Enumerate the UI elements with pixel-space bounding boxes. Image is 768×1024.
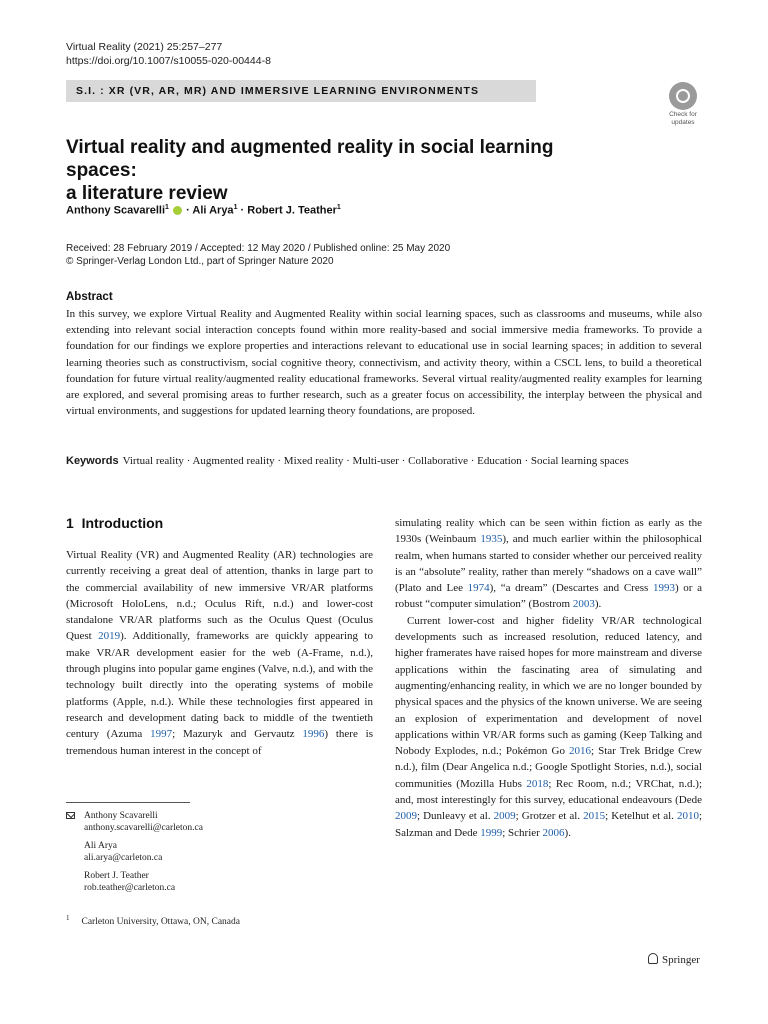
keywords <box>66 453 702 469</box>
copyright-line: © Springer-Verlag London Ltd., part of Springer Nature 2020 <box>66 256 334 267</box>
footnote-divider <box>66 802 190 803</box>
author-affiliation-mark: 1 <box>165 204 169 211</box>
citation-link[interactable]: 1993 <box>652 582 675 595</box>
check-for-updates-icon <box>669 82 697 110</box>
citation-link[interactable]: 2019 <box>98 630 121 643</box>
paragraph: Current lower-cost and higher fidelity VR/AR technological developments such as increased resolution, reduced latency, and higher framerates have raised hopes for more mainstream and diverse applications within the fascinating area of simulating and augmenting/enhancing reality, in which we are no longer bounded by physical spaces and the physics of the known universe. We are seeing an explosion of experimentation and development of novel applications within VR/AR forms such as gaming (Keep Talking and Nobody Explodes, n.d.; Pokémon Go 2016; Star Trek Bridge Crew n.d.), film (Dear Angelica n.d.; Google Spotlight Stories, n.d.), social communities (Mozilla Hubs 2018; Rec Room, n.d.; VRChat, n.d.); and, most interestingly for this survey, educational endeavours (Dede 2009; Dunleavy et al. 2009; Grotzer et al. 2015; Ketelhut et al. 2010; Salzman and Dede 1999; Schrier 2006). <box>395 614 703 839</box>
publisher-name: Springer <box>662 954 700 966</box>
citation-link[interactable]: 1996 <box>302 728 325 741</box>
body-column-right <box>395 515 702 841</box>
contact-name: Robert J. Teather <box>84 871 149 881</box>
citation-link[interactable]: 1974 <box>467 582 490 595</box>
citation-link[interactable]: 2018 <box>526 777 549 790</box>
section-heading <box>66 515 163 531</box>
citation-link[interactable]: 1999 <box>480 826 503 839</box>
keywords-label: Keywords <box>66 455 119 467</box>
title-line-1: Virtual reality and augmented reality in social learning spaces: <box>66 137 554 181</box>
citation-link[interactable]: 1935 <box>480 533 503 546</box>
citation-link[interactable]: 2015 <box>583 810 606 823</box>
received-dates: Received: 28 February 2019 / Accepted: 12 May 2020 / Published online: 25 May 2020 <box>66 243 451 254</box>
journal-citation: Virtual Reality (2021) 25:257–277 <box>66 41 223 53</box>
citation-link[interactable]: 2016 <box>569 745 592 758</box>
orcid-icon[interactable] <box>173 206 182 215</box>
check-for-updates-button[interactable] <box>663 82 703 126</box>
contact-email[interactable]: rob.teather@carleton.ca <box>84 883 176 893</box>
author-name[interactable]: Robert J. Teather <box>247 204 337 217</box>
contact-entry <box>84 870 203 894</box>
contact-name: Ali Arya <box>84 841 117 851</box>
springer-horse-icon <box>648 953 658 964</box>
paper-title <box>66 136 626 205</box>
check-for-updates-label-1: Check for <box>669 111 697 118</box>
author-affiliation-mark: 1 <box>233 204 238 211</box>
citation-link[interactable]: 1997 <box>150 728 173 741</box>
paragraph: simulating reality which can be seen within fiction as early as the 1930s (Weinbaum 1935), and much earlier within the philosophical realm, when humans started to consider whether our perceived reality is an “absolute” reality, rather than merely “shadows on a cave wall” (Plato and Lee 1974), “a dream” (Descartes and Cress 1993) or a robust “computer simulation” (Bostrom 2003). <box>395 517 703 611</box>
affiliation-text: Carleton University, Ottawa, ON, Canada <box>81 917 240 928</box>
citation-link[interactable]: 2010 <box>676 810 699 823</box>
paragraph: Virtual Reality (VR) and Augmented Reality (AR) technologies are currently receiving a great deal of attention, thanks in large part to the commercial availability of new immersive VR/AR platforms (Microsoft HoloLens, n.d.; Oculus Rift, n.d.) and lower-cost standalone VR/AR platforms such as the Oculus Quest (Oculus Quest 2019). Additionally, frameworks are quickly appearing to make VR/AR development easier for the web (A-Frame, n.d.), through plugins into popular game engines (Valve, n.d.), and with the technology built directly into the operating systems of mobile platforms (Apple, n.d.). While these technologies first appeared in research and development dating back to middle of the twentieth century (Azuma 1997; Mazuryk and Gervautz 1996) there is tremendous human interest in the concept of <box>66 549 373 757</box>
author-contacts <box>66 810 203 900</box>
publication-dates <box>66 242 450 268</box>
check-for-updates-label-2: updates <box>671 119 695 126</box>
citation-link[interactable]: 2009 <box>395 810 417 823</box>
abstract-heading: Abstract <box>66 291 113 303</box>
author-list <box>66 204 341 217</box>
journal-meta <box>66 40 271 68</box>
contact-name: Anthony Scavarelli <box>84 811 158 821</box>
citation-link[interactable]: 2009 <box>493 810 516 823</box>
envelope-icon <box>66 812 75 819</box>
body-column-left <box>66 547 373 759</box>
section-title: Introduction <box>81 515 164 531</box>
author-separator: · <box>237 204 248 217</box>
author-separator: · <box>183 204 193 217</box>
citation-link[interactable]: 2003 <box>572 598 595 611</box>
special-issue-banner: S.I. : XR (VR, AR, MR) AND IMMERSIVE LEARNING ENVIRONMENTS <box>66 80 536 102</box>
publisher-logo <box>648 953 700 966</box>
affiliation-number: 1 <box>66 914 70 922</box>
citation-link[interactable]: 2006 <box>542 826 565 839</box>
doi-link[interactable]: https://doi.org/10.1007/s10055-020-00444-8 <box>66 55 271 67</box>
keywords-text: Virtual reality · Augmented reality · Mixed reality · Multi-user · Collaborative · Education · Social learning spaces <box>122 455 629 467</box>
author-affiliation-mark: 1 <box>336 204 341 211</box>
author-name[interactable]: Ali Arya <box>192 204 234 217</box>
author-name[interactable]: Anthony Scavarelli <box>66 204 166 217</box>
affiliation-footnote <box>66 914 240 927</box>
contact-entry <box>84 810 203 834</box>
contact-entry <box>84 840 203 864</box>
section-number: 1 <box>66 515 74 531</box>
title-line-2: a literature review <box>66 183 228 204</box>
contact-email[interactable]: ali.arya@carleton.ca <box>84 853 163 863</box>
contact-email[interactable]: anthony.scavarelli@carleton.ca <box>84 823 203 833</box>
abstract-text: In this survey, we explore Virtual Reality and Augmented Reality within social learning spaces, such as classrooms and museums, while also extending into relevant social interaction concepts found within more reality-based and social immersive media frameworks. To provide a foundation for our findings we explore properties and interactions relevant to educational use in social learning spaces; in addition to several learning theories such as constructivism, social cognitive theory, connectivism, and activity theory, within a CSCL lens, to build a theoretical foundation for future virtual reality/augmented reality educational frameworks. Several virtual reality/augmented reality examples for learning are explored, and several promising areas to further research, such as a greater focus on accessibility, the interplay between the physical and virtual environments, and suggestions for updated learning theory foundations, are proposed. <box>66 308 702 418</box>
